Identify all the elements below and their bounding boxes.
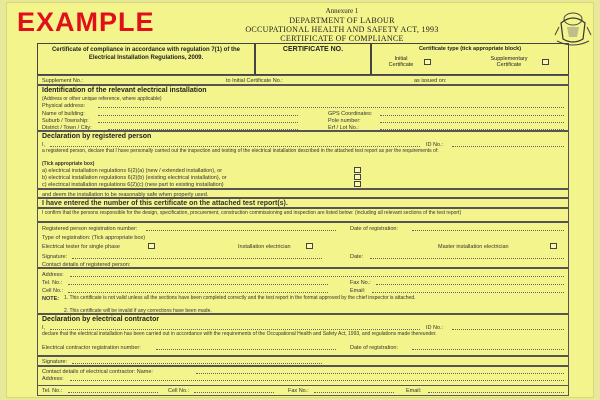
contractor-address-field[interactable] [70, 375, 564, 381]
gps-field[interactable] [380, 110, 564, 116]
contractor-registration-date-label: Date of registration: [350, 345, 398, 351]
registered-cell-label: Cell No.: [42, 288, 64, 294]
note-label: NOTE: [42, 296, 60, 302]
footer [37, 396, 569, 399]
contractor-tel-field[interactable] [68, 387, 158, 393]
option-c-checkbox[interactable] [354, 181, 361, 187]
annexure-label: Annexure 1 [325, 7, 359, 15]
contractor-fax-label: Fax No.: [288, 388, 309, 394]
registered-email-label: Email: [350, 288, 366, 294]
registration-type-label: Type of registration: (Tick appropriate box) [42, 235, 146, 241]
registered-fax-label: Fax No.: [350, 280, 371, 286]
contractor-contact-section [37, 366, 569, 386]
supplementary-certificate-label: Supplementary Certificate [490, 56, 528, 68]
contractor-cell-label: Cell No.: [168, 388, 190, 394]
option-b-checkbox[interactable] [354, 174, 361, 180]
attached-statement: I have entered the number of this certificate on the attached test report(s). [42, 200, 288, 207]
contractor-i-label: I, [42, 325, 46, 331]
option-a-checkbox[interactable] [354, 167, 361, 173]
building-name-field[interactable] [98, 110, 298, 116]
certificate-number-label: CERTIFICATE NO. [282, 46, 344, 53]
deem-statement: and deem the installation to be reasonably safe when properly used. [42, 192, 209, 198]
erf-field[interactable] [380, 124, 564, 130]
registered-address-label: Address: [42, 272, 64, 278]
contractor-statement: declare that the electrical installation has been carried out in accordance with the requirements of the Occupational Health and Safety Act, 1993, and regulations made thereunder. [42, 331, 437, 337]
contractor-name-field[interactable] [50, 324, 420, 330]
attached-row [37, 198, 569, 208]
act-title: OCCUPATIONAL HEALTH AND SAFETY ACT, 1993 [245, 25, 439, 34]
physical-address-field[interactable] [98, 102, 564, 108]
option-b-label: b) electrical installation regulations 6(2)(b) (existing electrical installation), or [42, 175, 227, 181]
department-title: DEPARTMENT OF LABOUR [289, 16, 395, 25]
coat-of-arms-icon [553, 9, 593, 47]
identification-section [37, 85, 569, 131]
registered-person-declaration [37, 131, 569, 189]
supplementary-certificate-checkbox[interactable] [542, 59, 549, 65]
pole-number-field[interactable] [380, 117, 564, 123]
document-header [187, 7, 497, 43]
initial-certificate-no-label: to Initial Certificate No.: [226, 78, 283, 84]
registration-number-field[interactable] [146, 225, 336, 231]
registered-contact-label: Contact details of registered person: [42, 262, 131, 268]
master-installation-label: Master installation electrician [438, 244, 509, 250]
registered-signature-label: Signature: [42, 254, 68, 260]
pole-number-label: Pole number: [328, 118, 361, 124]
registration-date-field[interactable] [412, 225, 564, 231]
suburb-field[interactable] [98, 117, 298, 123]
contractor-id-label: ID No.: [426, 325, 444, 331]
note-1: 1. This certificate is not valid unless all the sections have been completed correctly and the test report in the format approved by the chief inspector is attached. [64, 295, 416, 301]
option-c-label: c) electrical installation regulations 6(2)(c) (new part to existing installation) [42, 182, 224, 188]
physical-address-label: Physical address: [42, 103, 86, 109]
certificate-sheet [6, 2, 594, 398]
tester-single-phase-checkbox[interactable] [148, 243, 155, 249]
contractor-contact-label: Contact details of electrical contractor: Name: [42, 369, 153, 375]
certificate-type-box [371, 43, 569, 75]
contractor-tel-label: Tel. No.: [42, 388, 63, 394]
registered-statement: a registered person, declare that I have personally carried out the inspection and testing of the electrical installation described in the attached test report as per the requirements of: [42, 148, 439, 154]
contractor-registration-label: Electrical contractor registration number: [42, 345, 141, 351]
compliance-statement-box [37, 43, 255, 75]
registered-declaration-title: Declaration by registered person [42, 133, 152, 140]
certificate-type-label: Certificate type (tick appropriate block) [418, 46, 522, 52]
registered-signature-field[interactable] [72, 253, 322, 259]
master-installation-checkbox[interactable] [550, 243, 557, 249]
erf-label: Erf / Lot No.: [328, 125, 359, 131]
contractor-phone-row [37, 386, 569, 396]
certificate-number-box[interactable] [255, 43, 371, 75]
registered-cell-field[interactable] [68, 287, 328, 293]
contractor-signature-row [37, 356, 569, 366]
registered-tel-field[interactable] [68, 279, 328, 285]
registered-date-label: Date: [350, 254, 364, 260]
example-watermark: EXAMPLE [17, 7, 155, 37]
registration-number-label: Registered person registration number: [42, 226, 138, 232]
contractor-declaration [37, 314, 569, 356]
contractor-address-label: Address: [42, 376, 64, 382]
contractor-registration-field[interactable] [156, 344, 336, 350]
note-2: 2. This certificate will be invalid if any corrections have been made. [64, 308, 212, 314]
confirm-row [37, 208, 569, 222]
contractor-contact-name-field[interactable] [196, 368, 564, 374]
compliance-statement: Certificate of compliance in accordance with regulation 7(1) of the Electrical Installation Regulations, 2009. [51, 47, 241, 61]
suburb-label: Suburb / Township: [42, 118, 89, 124]
certificate-title: CERTIFICATE OF COMPLIANCE [280, 34, 404, 43]
registered-id-field[interactable] [452, 141, 564, 147]
installation-electrician-label: Installation electrician [238, 244, 291, 250]
district-field[interactable] [108, 124, 298, 130]
building-name-label: Name of building: [42, 111, 85, 117]
initial-certificate-label: Initial Certificate [388, 56, 414, 68]
supplement-row [37, 75, 569, 85]
supplement-no-label: Supplement No.: [42, 78, 83, 84]
district-label: District / Town / City: [42, 125, 92, 131]
issued-on-label: as issued on: [414, 78, 447, 84]
contractor-id-field[interactable] [452, 324, 564, 330]
contractor-email-field[interactable] [428, 387, 564, 393]
contractor-fax-field[interactable] [314, 387, 394, 393]
registration-details [37, 222, 569, 268]
gps-label: GPS Coordinates: [328, 111, 373, 117]
registration-date-label: Date of registration: [350, 226, 398, 232]
installation-electrician-checkbox[interactable] [306, 243, 313, 249]
registered-tel-label: Tel. No.: [42, 280, 63, 286]
registered-fax-field[interactable] [376, 279, 564, 285]
tester-single-phase-label: Electrical tester for single phase [42, 244, 120, 250]
registered-email-field[interactable] [372, 287, 564, 293]
deem-row [37, 189, 569, 198]
contractor-signature-field[interactable] [72, 358, 322, 364]
contractor-email-label: Email: [406, 388, 422, 394]
option-a-label: a) electrical installation regulations 6(2)(a) (new / extended installation), or [42, 168, 223, 174]
contractor-registration-date-field[interactable] [412, 344, 564, 350]
identification-title: Identification of the relevant electrical installation [42, 87, 207, 94]
registered-name-field[interactable] [50, 141, 420, 147]
initial-certificate-checkbox[interactable] [424, 59, 431, 65]
tick-instruction: (Tick appropriate box) [42, 161, 95, 167]
registered-i-label: I, [42, 142, 46, 148]
identification-subtitle: (Address or other unique reference, where applicable) [42, 96, 162, 102]
contractor-signature-label: Signature: [42, 359, 68, 365]
registered-contact-section [37, 268, 569, 314]
registered-date-field[interactable] [370, 253, 564, 259]
registered-address-field[interactable] [70, 271, 564, 277]
confirm-statement: I confirm that the persons responsible for the design, specification, procurement, construction commissioning and inspection are listed below: (including all relevant sections of the test report) [42, 210, 462, 216]
contractor-declaration-title: Declaration by electrical contractor [42, 316, 160, 323]
registered-id-label: ID No.: [426, 142, 444, 148]
contractor-cell-field[interactable] [194, 387, 274, 393]
